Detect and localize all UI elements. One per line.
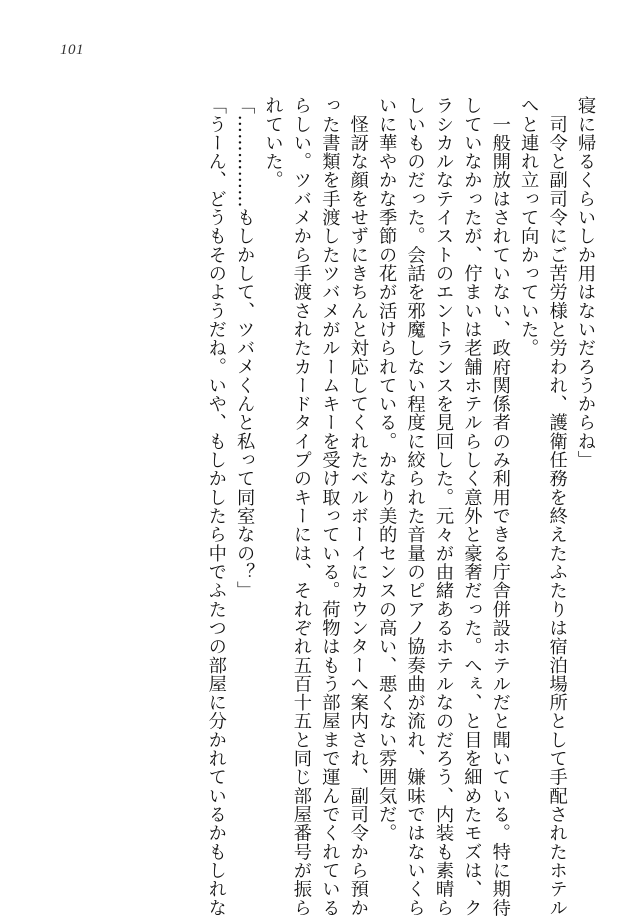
text-line: 一般開放はされていない、政府関係者のみ利用できる庁舎併設ホテルだと聞いている。特に期待 [489,96,511,917]
text-line: ラシカルなテイストのエントランスを見回した。元々が由緒あるホテルなのだろう、内装も素晴ら [432,96,454,917]
text-line: 「……………もしかして、ツバメくんと私って同室なの？」 [234,96,256,600]
text-line: 寝に帰るくらいしか用はないだろうからね」 [575,96,596,470]
text-line: へと連れ立って向かっていた。 [518,96,540,358]
text-line: 怪訝な顔をせずにきちんと対応してくれたベルボーイにカウンターへ案内され、副司令から預か [347,96,369,917]
page-number: 101 [60,42,84,58]
text-line: らしい。ツバメから手渡されたカードタイプのキーには、それぞれ五百十五と同じ部屋番号が振ら [290,96,312,917]
text-line: しいものだった。会話を邪魔しない程度に絞られた音量のピアノ協奏曲が流れ、嫌味ではないくら [404,96,426,917]
text-line: った書類を手渡したツバメがルームキーを受け取っている。荷物はもう部屋まで運んでくれている [319,96,341,917]
text-line: していなかったが、佇まいは老舗ホテルらしく意外と豪奢だった。へぇ、と目を細めたモズは、ク [461,96,483,917]
vertical-text-body [201,96,599,917]
text-line: 「うーん、どうもそのようだね。いや、もしかしたら中でふたつの部屋に分かれているかもしれな [205,96,227,917]
text-line: 司令と副司令にご苦労様と労われ、護衛任務を終えたふたりは宿泊場所として手配されたホテル [546,96,568,917]
text-line: いに華やかな季節の花が活けられている。かなり美的センスの高い、悪くない雰囲気だ。 [376,96,398,843]
text-line: れていた。 [262,96,284,190]
